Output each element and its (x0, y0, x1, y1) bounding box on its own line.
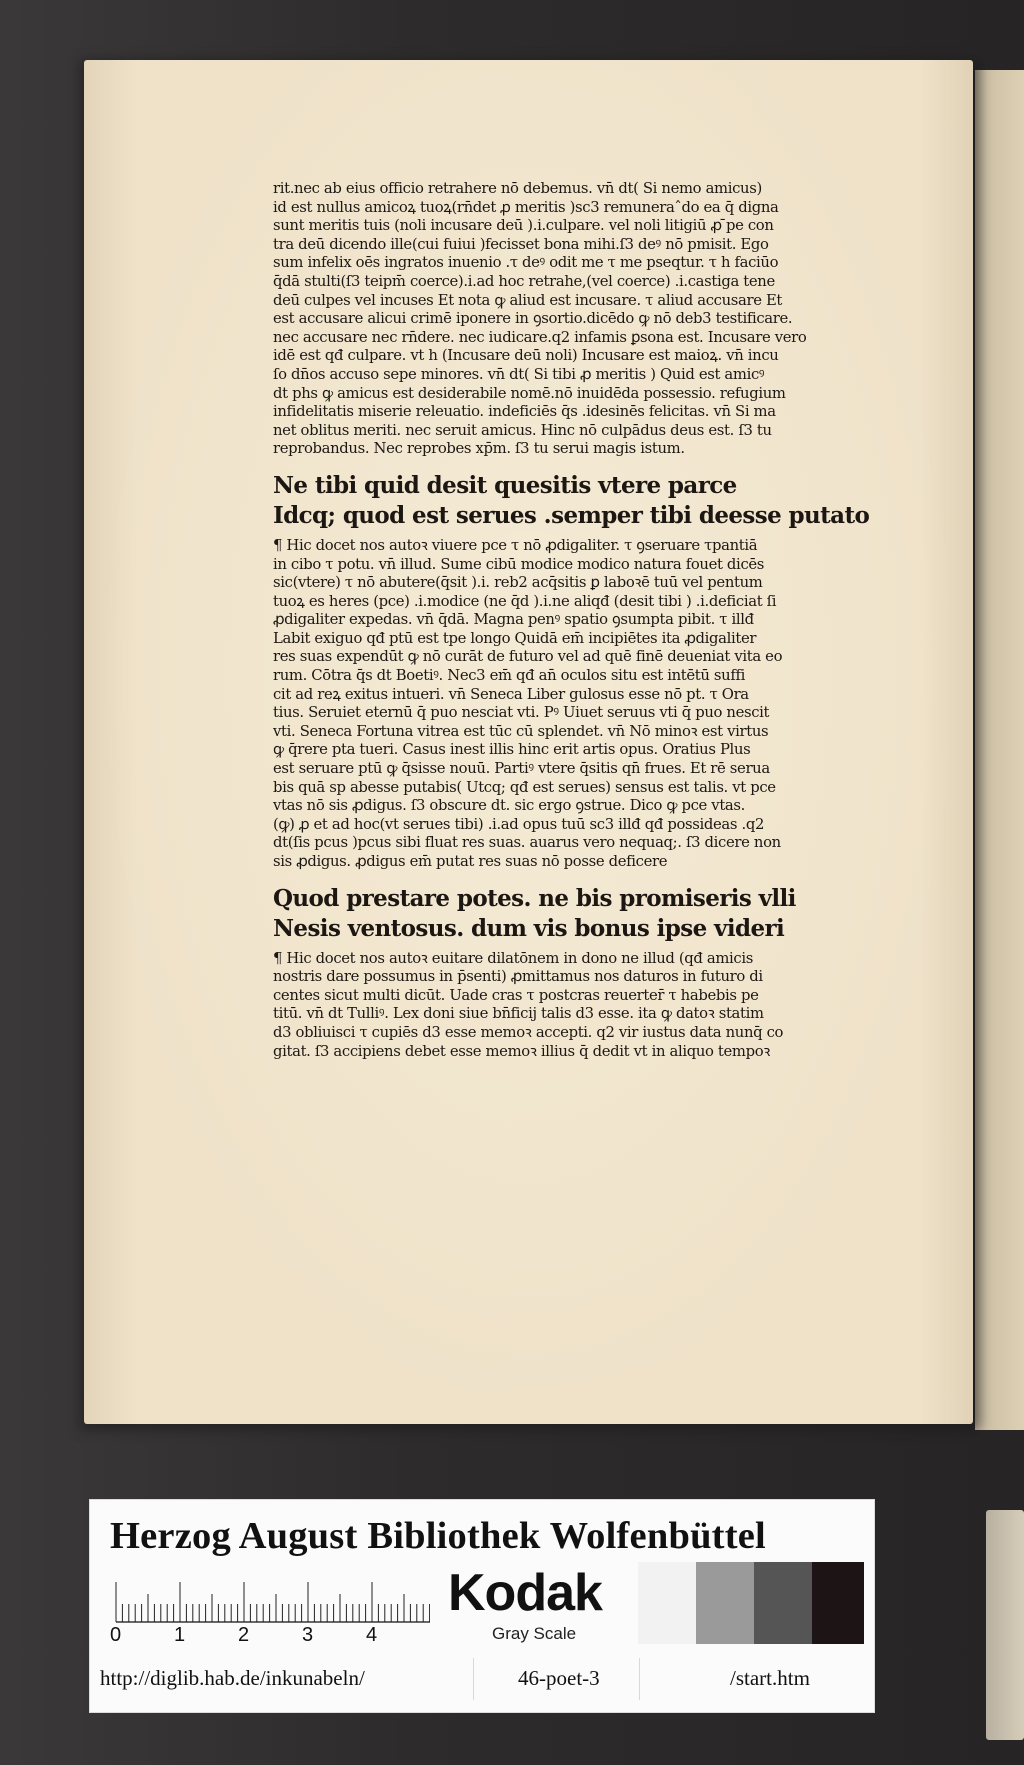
text-line: res suas expendūt ꝙ nō curāt de futuro vel ad quē finē deueniat vita eo (273, 648, 783, 666)
text-line: nec accusare nec rn̄dere. nec iudicare.q2 infamis ꝑsona est. Incusare vero (273, 328, 807, 346)
library-title: Herzog August Bibliothek Wolfenbüttel (110, 1515, 766, 1557)
text-line: tius. Seruiet eternū q̄ puo nesciat vti. Pꝰ Uiuet seruus vti q̄ puo nescit (273, 704, 770, 722)
text-line: centes sicut multi dicūt. Uade cras τ postcras reuerter̄ τ habebis pe (273, 986, 759, 1004)
commentary-block-1 (273, 180, 905, 459)
commentary-block-3 (273, 950, 905, 1062)
url-part-page: /start.htm (730, 1666, 810, 1690)
text-line: est accusare alicui crimē iponere in ꝯsortio.dicēdo ꝙ nō deb3 testificare. (273, 310, 793, 328)
url-divider (639, 1658, 640, 1700)
text-line: gitat. ſ3 accipiens debet esse memoꝛ illius q̄ dedit vt in aliquo tempoꝛ (273, 1042, 770, 1060)
url-divider (473, 1658, 474, 1700)
ruler-scale (112, 1570, 430, 1628)
text-line: cit ad reꝝ exitus intueri. vn̄ Seneca Liber gulosus esse nō pt. τ Ora (273, 685, 749, 703)
text-line: net oblitus meriti. nec seruit amicus. Hinc nō culpādus deus est. ſ3 tu (273, 421, 772, 439)
verse-line: Idcq; quod est serues .semper tibi deesse putato (273, 501, 870, 529)
text-line: tuoꝝ es heres (pce) .i.modice (ne q̄d ).i.ne aliqđ (desit tibi ) .i.deficiat ſi (273, 592, 777, 610)
adjacent-page-edge (975, 70, 1024, 1430)
text-line: deū culpes vel incuses Et nota ꝙ aliud est incusare. τ aliud accusare Et (273, 291, 783, 309)
url-part-base: http://diglib.hab.de/inkunabeln/ (100, 1666, 365, 1690)
kodak-logo: Kodak (448, 1564, 602, 1622)
text-line: ꝙ q̄rere pta tueri. Casus inest illis hinc erit artis opus. Oratius Plus (273, 741, 751, 759)
text-line: sunt meritis tuis (noli incusare deū ).i.culpare. vel noli litigiū ꝓ ̄pe con (273, 217, 774, 235)
ruler-number: 1 (174, 1624, 186, 1646)
ruler-number: 4 (366, 1624, 378, 1646)
ruler-number: 0 (110, 1624, 122, 1646)
text-line: titū. vn̄ dt Tulliꝰ. Lex doni siue bn̄ficij talis d3 esse. ita ꝙ datoꝛ statim (273, 1005, 764, 1023)
text-line: sic(vtere) τ nō abutere(q̄sit̄ ).i. reb2 acq̄sitis ꝑ laboꝛē tuū vel pentum (273, 574, 763, 592)
ruler-number: 3 (302, 1624, 314, 1646)
text-line: sum infelix oēs ingratos inuenio .τ deꝰ odit me τ me pseqtur. τ h̄ faciūo (273, 254, 779, 272)
text-line: ꝓdigaliter expedas. vn̄ q̄dā. Magna penꝰ spatio ꝯsumpta pibit. τ illđ (273, 611, 754, 629)
text-line: vti. Seneca Fortuna vitrea est tūc cū splendet. vn̄ Nō minoꝛ est virtus (273, 722, 769, 740)
gray-swatch-dark (812, 1562, 864, 1644)
text-line: reprobandus. Nec reprobes xp̄m. ſ3 tu serui magis istum. (273, 440, 685, 458)
ruler-number: 2 (238, 1624, 250, 1646)
gray-scale-label: Gray Scale (492, 1624, 577, 1643)
gray-swatch-mid (754, 1562, 812, 1644)
text-line: tra deū dicendo ille(cui fuiui )fecisset bona mihi.ſ3 deꝰ nō pmisit. Ego (273, 235, 769, 253)
text-line: sis ꝓdigus. ꝓdigus em̄ putat res suas nō posse deficere (273, 853, 668, 870)
verse-line: Ne tibi quid desit quesitis vtere parce (273, 471, 737, 499)
text-line: dt(ſis pcus )pcus sibi fluat res suas. auarus vero nequaq;. ſ3 dicere non (273, 834, 781, 852)
gray-swatch-white (638, 1562, 696, 1644)
gray-swatch-light (696, 1562, 754, 1644)
text-line: in cibo τ potu. vn̄ illud. Sume cibū modice modico natura fouet dicēs (273, 555, 765, 573)
text-line: bis quā sp abesse putabis( Utcq; qđ est serues) sensus est talis. vt pce (273, 778, 776, 796)
text-line: rum. Cōtra q̄s dt Boetiꝰ. Nec3 em̄ qđ an̄ oculos situ est intētū suffi (273, 667, 745, 685)
text-line: q̄dā stulti(ſ3 teipm̄ coerce).i.ad hoc retrahe,(vel coerce) .i.castiga tene (273, 272, 775, 290)
text-line: ſo dn̄os accuso sepe minores. vn̄ dt( Si tibi ꝓ meritis ) Quid est amicꝰ (273, 365, 765, 383)
text-line: infidelitatis miserie releuatio. indeficiēs q̄s .idesinēs felicitas. vn̄ Si ma (273, 403, 776, 421)
verse-couplet-2 (273, 884, 905, 944)
text-line: ¶ Hic docet nos autoꝛ euitare dilatōnem in dono ne illud (qđ amicis (273, 949, 753, 967)
text-line: rit.nec ab eius officio retrahere nō debemus. vn̄ dt( Si nemo amicus) (273, 180, 762, 197)
page-text (273, 180, 905, 1061)
text-line: Labit exiguo qđ ptū est tpe longo Quidā em̄ incipiētes ita ꝓdigaliter (273, 629, 757, 647)
adjacent-page-fragment (986, 1510, 1024, 1740)
text-line: idē est qđ culpare. vt h̄ (Incusare deū noli) Incusare est maioꝝ. vn̄ incu (273, 347, 779, 365)
commentary-block-2 (273, 537, 905, 872)
text-line: (ꝙ) ꝓ et ad hoc(vt serues tibi) .i.ad opus tuū sc3 illđ qđ possideas .q2 (273, 815, 765, 833)
verse-line: Quod prestare potes. ne bis promiseris vlli (273, 884, 796, 912)
url-part-id: 46-poet-3 (518, 1666, 600, 1690)
text-line: est seruare ptū ꝙ q̄sisse nouū. Partiꝰ vtere q̄sitis qn̄ frues. Et rē serua (273, 760, 770, 778)
text-line: d3 obliuisci τ cupiēs d3 esse memoꝛ accepti. q2 vir iustus data nunq̄ co (273, 1023, 784, 1041)
verse-couplet-1 (273, 471, 905, 531)
ruler-numbers (110, 1624, 440, 1650)
text-line: vtas nō sis ꝓdigus. ſ3 obscure dt. sic ergo ꝯstrue. Dico ꝙ pce vtas. (273, 797, 745, 815)
text-line: dt ph̄s ꝙ amicus est desiderabile nomē.nō inuidēda possessio. refugium (273, 384, 786, 402)
color-target-card (89, 1499, 875, 1713)
verse-line: Nesis ventosus. dum vis bonus ipse videri (273, 914, 785, 942)
text-line: ¶ Hic docet nos autoꝛ viuere pce τ nō ꝓdigaliter. τ ꝯseruare τpantiā (273, 536, 758, 554)
text-line: nostris dare possumus in p̄senti) ꝓmittamus nos daturos in futuro di (273, 968, 763, 986)
text-line: id est nullus amicoꝝ tuoꝝ(rn̄det ꝓ meritis )sc3 remuneraˆdo ea q̄ digna (273, 198, 779, 216)
